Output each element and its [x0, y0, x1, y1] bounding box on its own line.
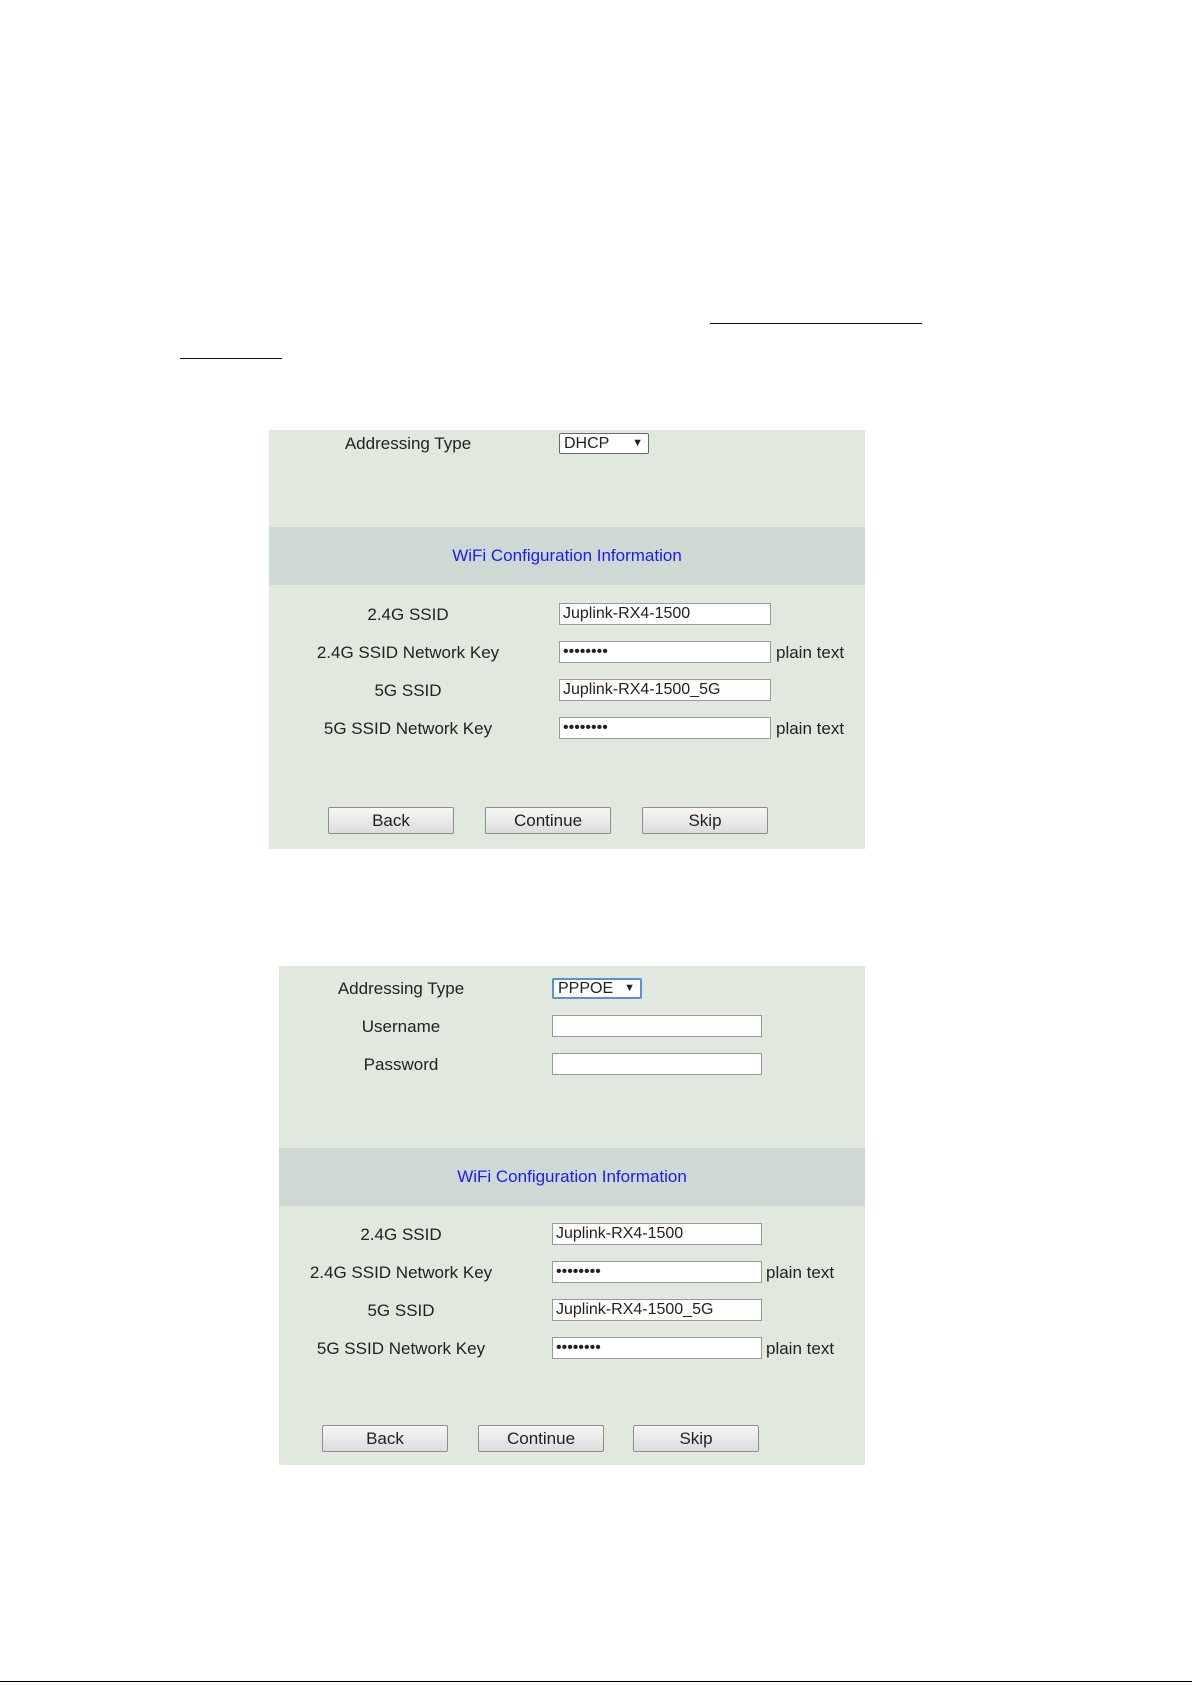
link-underline[interactable] — [180, 358, 282, 359]
back-button[interactable]: Back — [322, 1425, 448, 1452]
continue-button[interactable]: Continue — [485, 807, 611, 834]
key-24g-input[interactable]: •••••••• — [559, 641, 771, 663]
ssid-5g-row — [269, 677, 865, 705]
link-underline[interactable] — [710, 323, 922, 324]
addressing-type-value: DHCP — [564, 435, 610, 452]
page-bottom-rule — [0, 1681, 1192, 1682]
ssid-24g-row — [269, 601, 865, 629]
key-5g-label: 5G SSID Network Key — [316, 1339, 486, 1358]
key-5g-label: 5G SSID Network Key — [323, 719, 493, 738]
key-24g-row — [269, 639, 865, 667]
username-input[interactable] — [552, 1015, 762, 1037]
ssid-24g-label: 2.4G SSID — [367, 605, 449, 624]
chevron-down-icon: ▼ — [632, 437, 643, 449]
key-24g-row — [279, 1259, 865, 1287]
addressing-type-select[interactable] — [552, 978, 642, 999]
key-5g-input[interactable]: •••••••• — [559, 717, 771, 739]
ssid-24g-input[interactable]: Juplink-RX4-1500 — [559, 603, 771, 625]
wifi-config-section-header: WiFi Configuration Information — [269, 527, 865, 585]
key-5g-input[interactable]: •••••••• — [552, 1337, 762, 1359]
addressing-type-label: Addressing Type — [337, 979, 465, 998]
addressing-type-label: Addressing Type — [344, 434, 472, 453]
continue-button[interactable]: Continue — [478, 1425, 604, 1452]
ssid-24g-input[interactable]: Juplink-RX4-1500 — [552, 1223, 762, 1245]
wan-wifi-setup-panel-dhcp — [269, 430, 865, 849]
key-5g-plain-text-label: plain text — [766, 1339, 835, 1358]
password-row — [279, 1051, 865, 1079]
key-24g-plain-text-label: plain text — [766, 1263, 835, 1282]
ssid-5g-input[interactable]: Juplink-RX4-1500_5G — [559, 679, 771, 701]
ssid-5g-label: 5G SSID — [367, 1301, 435, 1320]
key-5g-row — [269, 715, 865, 743]
password-input[interactable] — [552, 1053, 762, 1075]
ssid-5g-row — [279, 1297, 865, 1325]
key-24g-plain-text-label: plain text — [776, 643, 845, 662]
ssid-5g-label: 5G SSID — [374, 681, 442, 700]
username-row — [279, 1013, 865, 1041]
addressing-type-row — [279, 975, 865, 1003]
password-label: Password — [363, 1055, 439, 1074]
key-24g-label: 2.4G SSID Network Key — [309, 1263, 493, 1282]
key-5g-plain-text-label: plain text — [776, 719, 845, 738]
key-5g-row — [279, 1335, 865, 1363]
addressing-type-value: PPPOE — [558, 980, 614, 997]
ssid-5g-input[interactable]: Juplink-RX4-1500_5G — [552, 1299, 762, 1321]
chevron-down-icon: ▼ — [624, 982, 635, 994]
ssid-24g-row — [279, 1221, 865, 1249]
key-24g-input[interactable]: •••••••• — [552, 1261, 762, 1283]
username-label: Username — [361, 1017, 441, 1036]
back-button[interactable]: Back — [328, 807, 454, 834]
wan-wifi-setup-panel-pppoe — [279, 966, 865, 1465]
skip-button[interactable]: Skip — [642, 807, 768, 834]
addressing-type-row — [269, 430, 865, 458]
wifi-config-section-header: WiFi Configuration Information — [279, 1148, 865, 1206]
addressing-type-select[interactable] — [559, 433, 649, 454]
key-24g-label: 2.4G SSID Network Key — [316, 643, 500, 662]
skip-button[interactable]: Skip — [633, 1425, 759, 1452]
ssid-24g-label: 2.4G SSID — [360, 1225, 442, 1244]
